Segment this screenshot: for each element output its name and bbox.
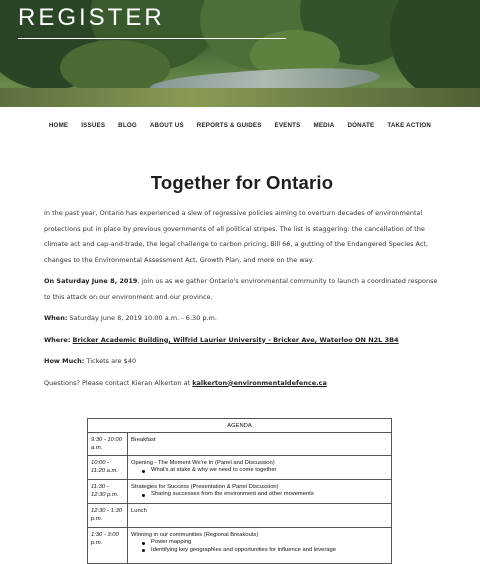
questions-line xyxy=(44,376,444,392)
agenda-row xyxy=(88,504,392,528)
when-value: Saturday June 8, 2019 10:00 a.m. - 6:30 p.m. xyxy=(67,314,217,322)
intro-paragraph: In the past year, Ontario has experienced a slew of regressive policies aiming to overturn decades of environmental protections put in place by previous governments of all political stripes. The list is staggering: the cancellation of the climate act and cap-and-trade, the legal challenge to carbon pricing, Bill 66, a gutting of the Endangered Species Act, changes to the Environmental Assessment Act, Growth Plan, and more on the way. xyxy=(44,209,429,264)
agenda-item-title: Opening - The Moment We're In (Panel and Discussion) xyxy=(131,460,275,466)
main-nav xyxy=(0,122,480,129)
agenda-time: 1:30 - 3:00 p.m. xyxy=(88,528,128,564)
when-line xyxy=(44,311,444,327)
hero-banner xyxy=(0,0,480,107)
where-label: Where: xyxy=(44,335,71,344)
agenda-header: AGENDA xyxy=(88,419,392,433)
contact-email-link[interactable]: kalkerton@environmentaldefence.ca xyxy=(192,378,327,387)
agenda-bullet: Sharing successes from the environment and other movements xyxy=(151,491,388,499)
agenda-row xyxy=(88,433,392,456)
page-title: Together for Ontario xyxy=(150,172,334,193)
agenda-row xyxy=(88,528,392,564)
agenda-item xyxy=(128,433,392,456)
nav-about-us[interactable]: ABOUT US xyxy=(149,122,184,129)
nav-issues[interactable]: ISSUES xyxy=(81,122,106,129)
agenda-bullet: Identifying key geographies and opportunities for influence and leverage xyxy=(151,547,388,555)
agenda-item-title: Lunch xyxy=(131,508,147,514)
agenda-item xyxy=(128,480,392,504)
agenda-row xyxy=(88,480,392,504)
main-content xyxy=(44,172,444,397)
howmuch-value: Tickets are $40 xyxy=(84,357,137,365)
nav-home[interactable]: HOME xyxy=(48,122,69,129)
hero-title: REGISTER xyxy=(18,4,165,31)
hero-divider xyxy=(18,38,286,39)
agenda-table xyxy=(87,418,392,564)
agenda-time: 10:00 - 11:20 a.m. xyxy=(88,456,128,480)
agenda-row xyxy=(88,456,392,480)
agenda-item xyxy=(128,528,392,564)
agenda-bullet: Power mapping xyxy=(151,539,388,547)
invite-text: , join us as we gather Ontario's environmental community to launch a coordinated response to this attack on our environment and our province. xyxy=(44,277,438,301)
nav-donate[interactable]: DONATE xyxy=(347,122,375,129)
nav-blog[interactable]: BLOG xyxy=(118,122,137,129)
when-label: When: xyxy=(44,314,68,322)
agenda-item-title: Strategies for Success (Presentation & Panel Discussion) xyxy=(131,484,279,490)
invite-paragraph xyxy=(44,274,444,305)
nav-media[interactable]: MEDIA xyxy=(313,122,335,129)
agenda-item xyxy=(128,456,392,480)
agenda-bullet: What's at stake & why we need to come together xyxy=(151,467,388,475)
riverbank-image xyxy=(0,88,480,107)
agenda-item-title: Winning in our communities (Regional Breakouts) xyxy=(131,532,259,538)
nav-events[interactable]: EVENTS xyxy=(274,122,301,129)
invite-date: On Saturday June 8, 2019 xyxy=(44,277,138,285)
howmuch-line xyxy=(44,354,444,370)
nav-reports-guides[interactable]: REPORTS & GUIDES xyxy=(196,122,262,129)
howmuch-label: How Much: xyxy=(44,357,85,365)
where-line xyxy=(44,333,444,349)
nav-take-action[interactable]: TAKE ACTION xyxy=(387,122,432,129)
agenda-time: 11:30 - 12:30 p.m. xyxy=(88,480,128,504)
agenda-item-title: Breakfast xyxy=(131,437,156,443)
agenda-item xyxy=(128,504,392,528)
agenda-time: 12:30 - 1:30 p.m. xyxy=(88,504,128,528)
questions-text: Questions? Please contact Kieran Alkerton at xyxy=(44,378,193,387)
agenda-time: 9:30 - 10:00 a.m. xyxy=(88,433,128,456)
where-location-link[interactable]: Bricker Academic Building, Wilfrid Laurier University - Bricker Ave, Waterloo ON N2L 3B4 xyxy=(72,335,399,344)
